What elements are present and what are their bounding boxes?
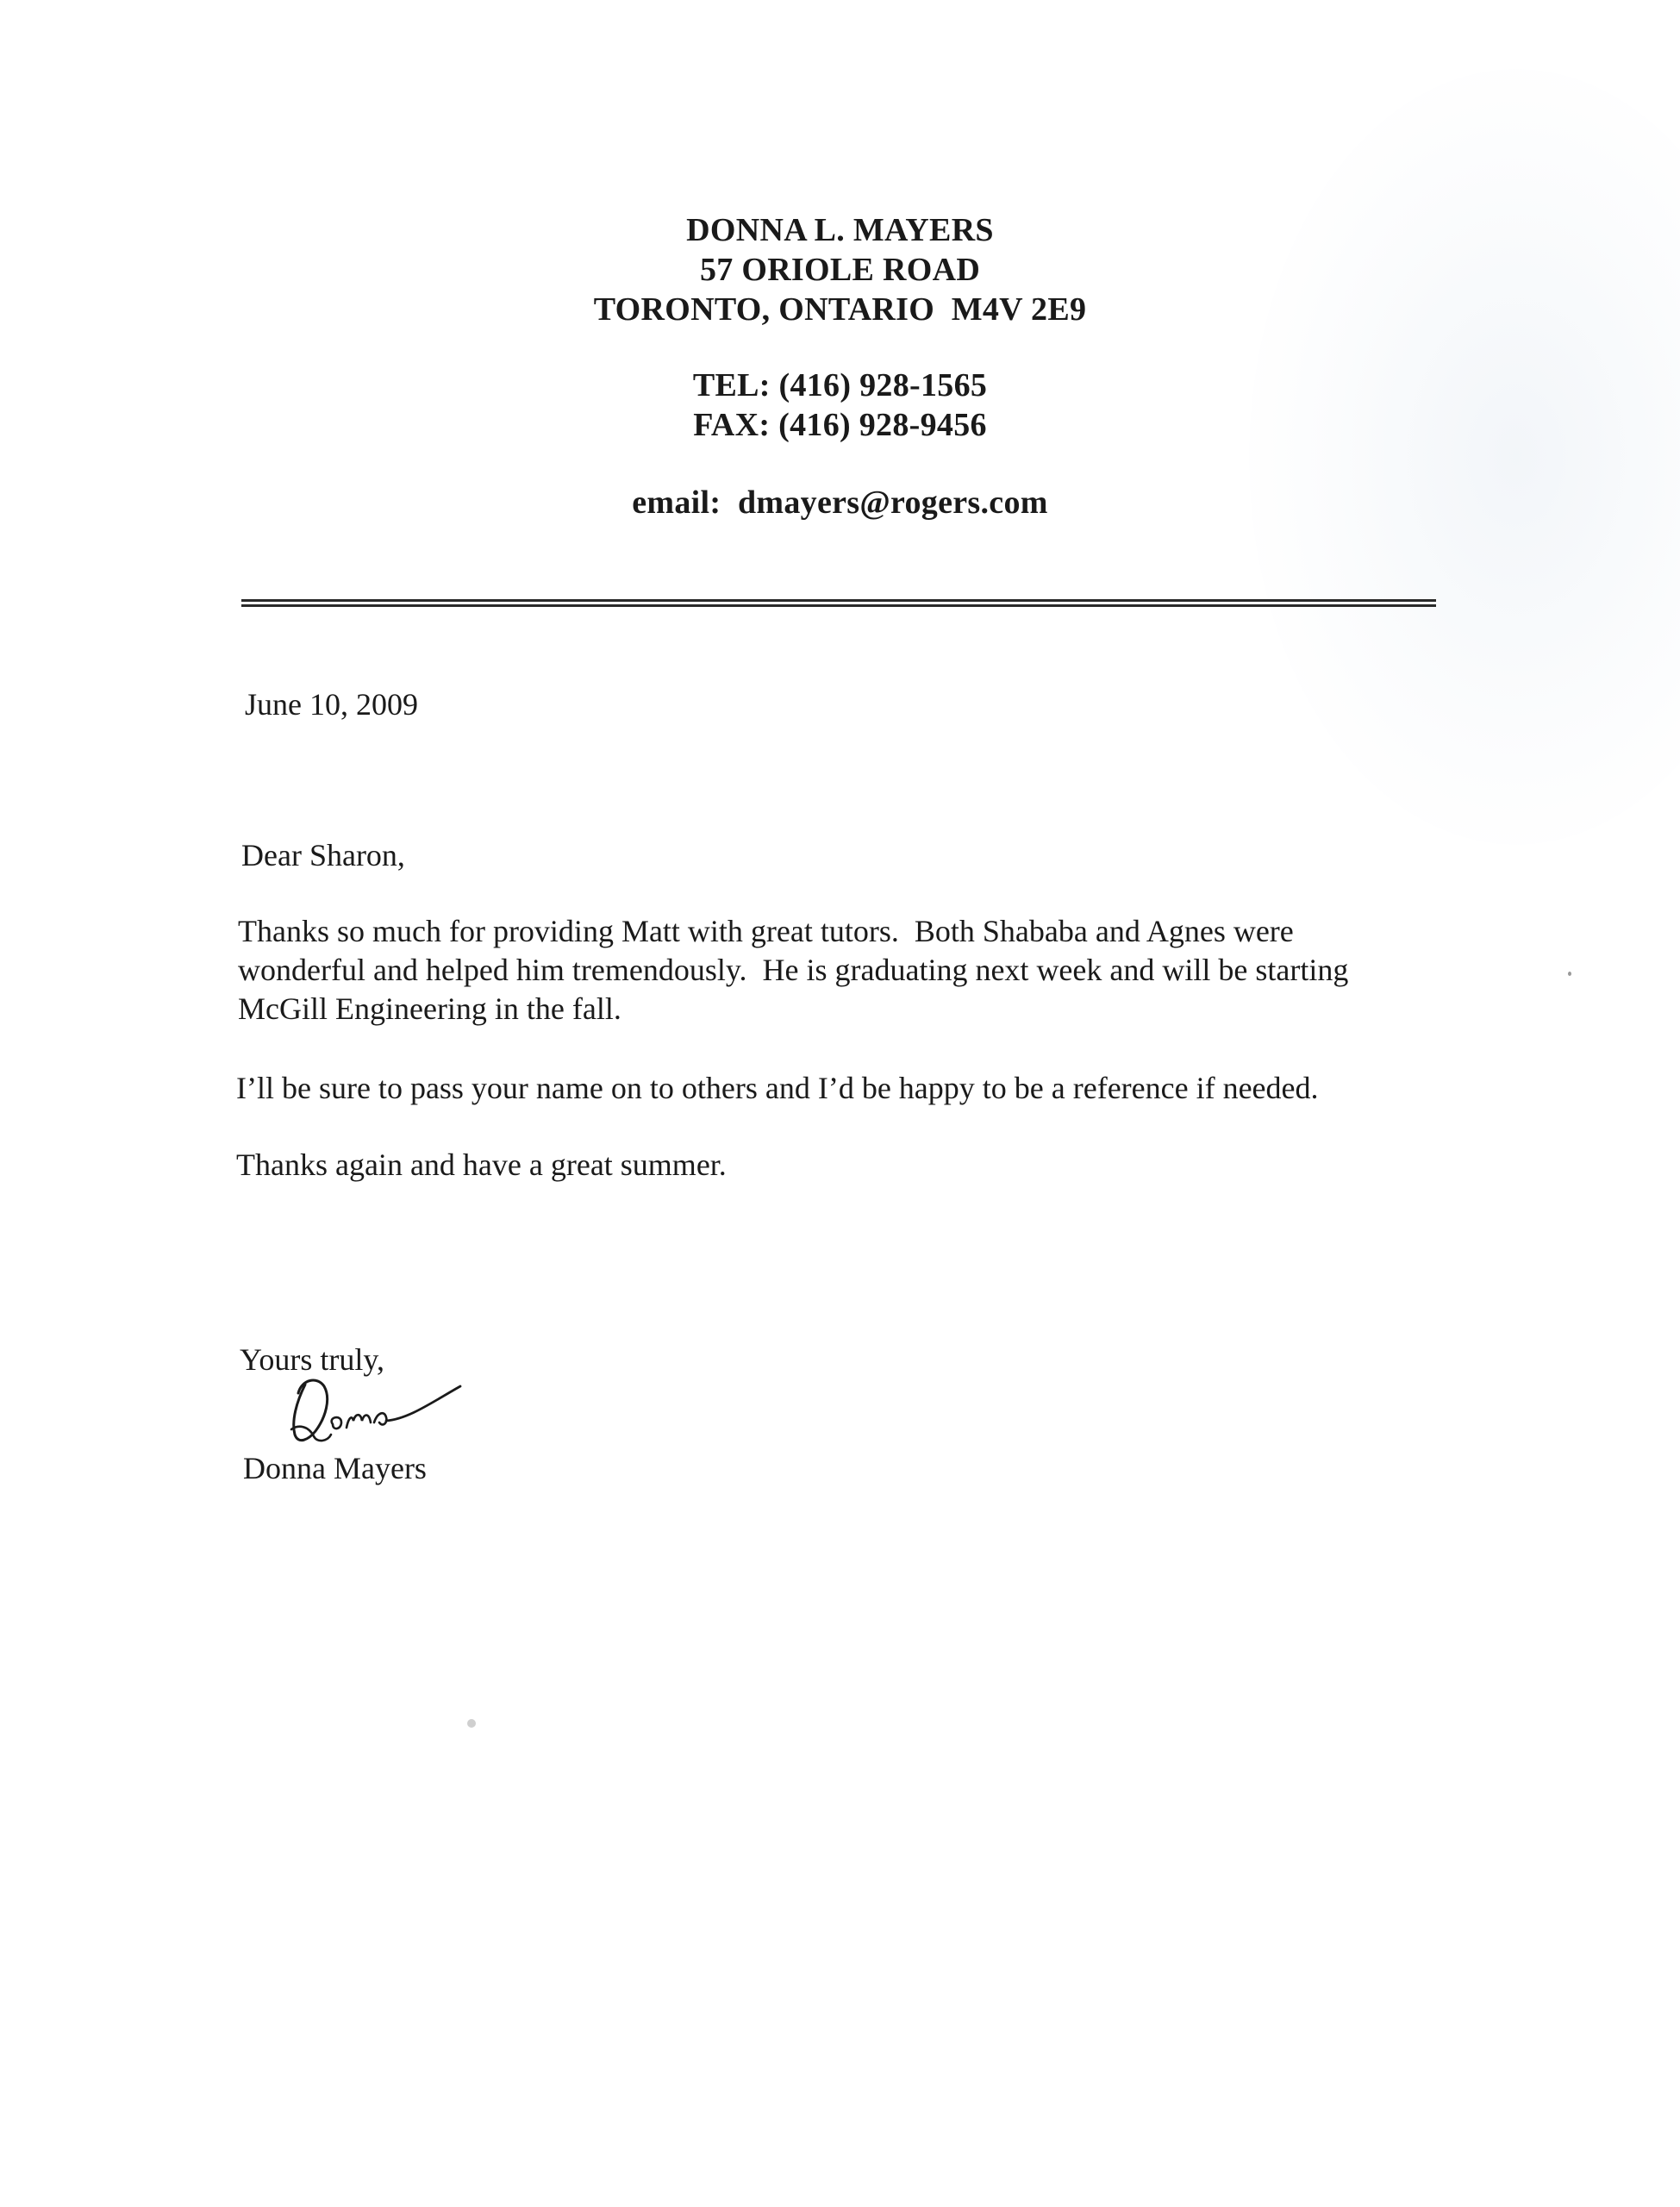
letterhead-city: TORONTO, ONTARIO M4V 2E9 [593, 291, 1087, 328]
letterhead-fax: FAX: (416) 928-9456 [693, 407, 987, 443]
scan-speck [1568, 972, 1571, 976]
paragraph-1-line-1: Thanks so much for providing Matt with great tutors. Both Shababa and Agnes were [238, 914, 1294, 948]
scan-shading [1249, 69, 1680, 845]
paragraph-3: Thanks again and have a great summer. [236, 1147, 727, 1182]
letterhead-street: 57 ORIOLE ROAD [699, 252, 981, 288]
paragraph-1-line-2: wonderful and helped him tremendously. He is graduating next week and will be starting [238, 953, 1349, 987]
letterhead-divider-top [241, 599, 1436, 602]
paragraph-2: I’ll be sure to pass your name on to others and I’d be happy to be a reference if needed. [236, 1071, 1319, 1105]
paragraph-1-line-3: McGill Engineering in the fall. [238, 991, 621, 1026]
letterhead-telephone: TEL: (416) 928-1565 [692, 367, 988, 403]
letter-date: June 10, 2009 [245, 687, 418, 722]
letterhead-divider-bottom [241, 604, 1436, 607]
letter-closing: Yours truly, [240, 1342, 385, 1377]
letterhead-name: DONNA L. MAYERS [686, 212, 994, 248]
handwritten-signature [279, 1367, 478, 1454]
scan-speck [467, 1719, 476, 1728]
letterhead-email: email: dmayers@rogers.com [632, 485, 1048, 521]
letter-salutation: Dear Sharon, [241, 838, 405, 872]
signer-name: Donna Mayers [243, 1451, 427, 1485]
